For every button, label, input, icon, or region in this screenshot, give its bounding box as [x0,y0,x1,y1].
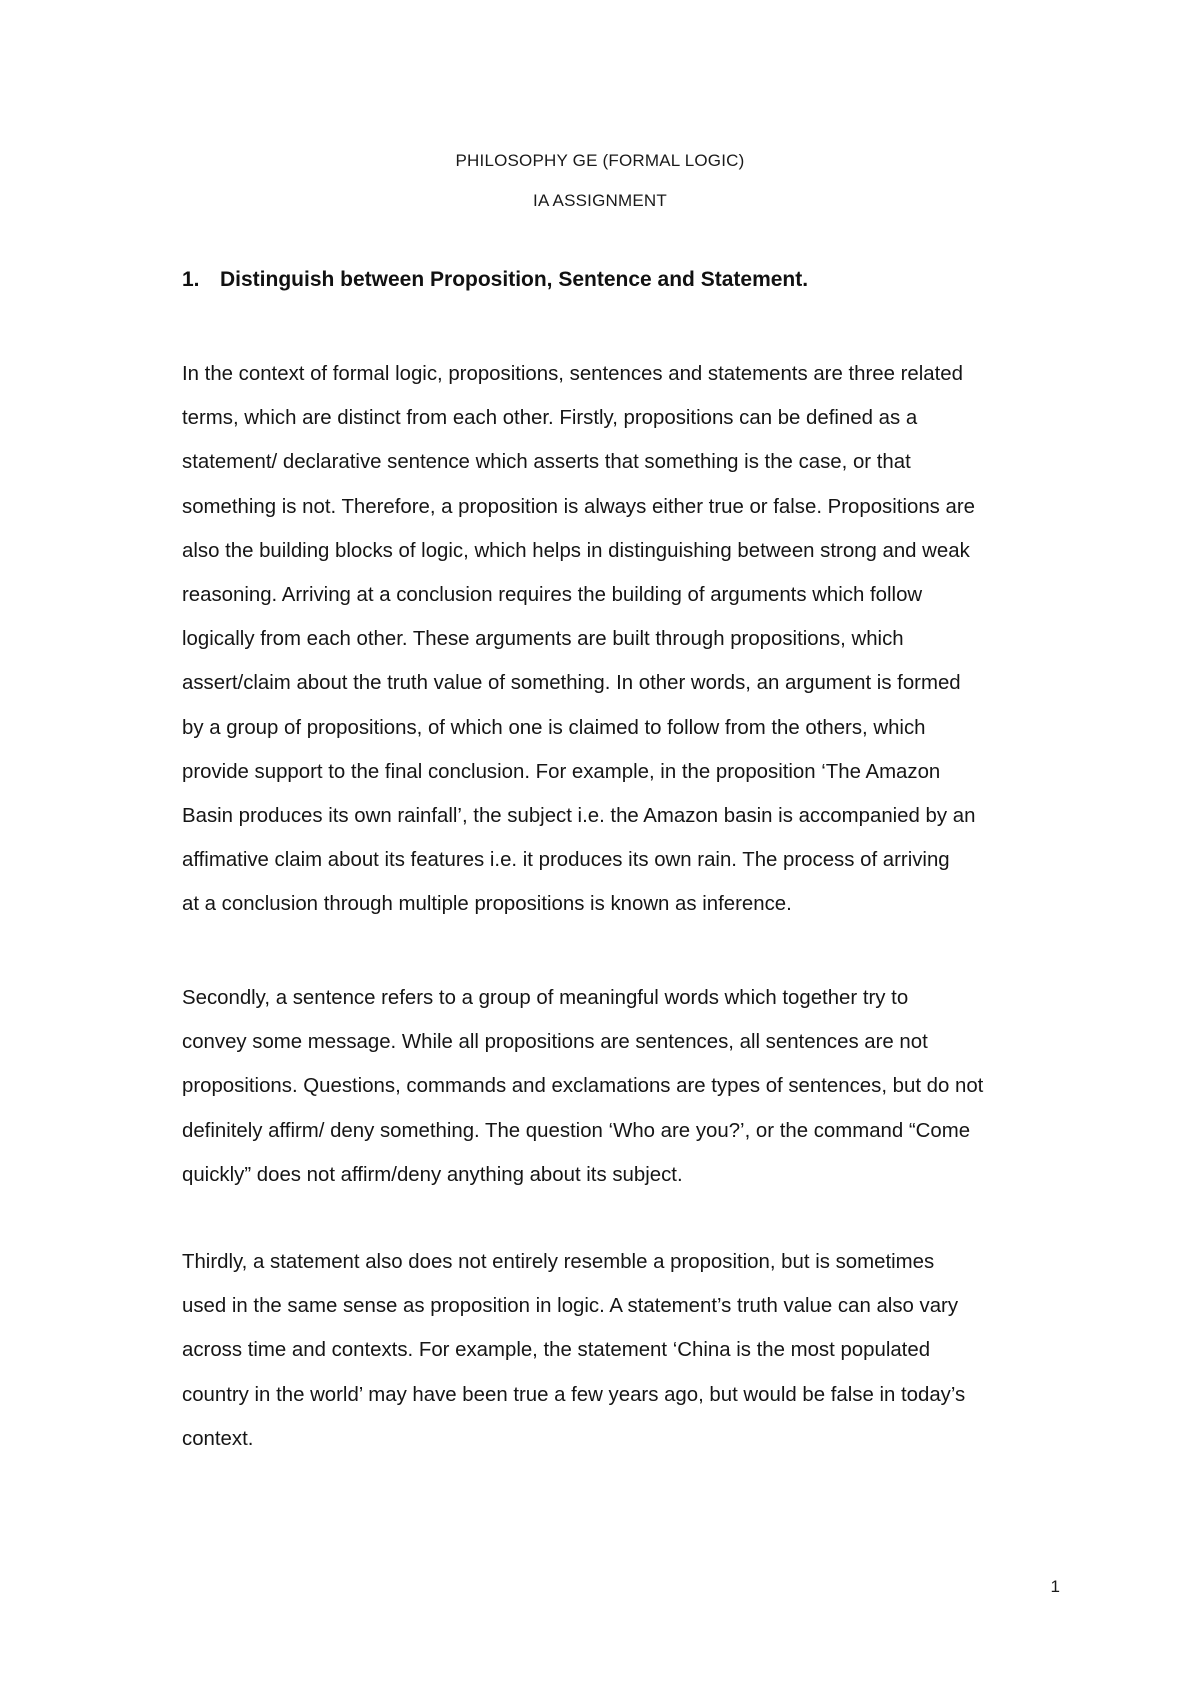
paragraph-line: also the building blocks of logic, which helps in distinguishing between strong and weak [182,539,970,562]
question-heading [182,268,808,292]
paragraph-propositions [182,352,1082,926]
paragraph-line: provide support to the final conclusion. For example, in the proposition ‘The Amazon [182,760,941,783]
paragraph-line: terms, which are distinct from each other. Firstly, propositions can be defined as a [182,407,918,430]
paragraph-line: context. [182,1427,254,1450]
paragraph-line: used in the same sense as proposition in logic. A statement’s truth value can also vary [182,1295,959,1318]
paragraph-statements [182,1240,1082,1461]
question-number: 1. [182,268,200,291]
paragraph-line: Thirdly, a statement also does not entirely resemble a proposition, but is sometimes [182,1251,935,1273]
paragraph-line: country in the world’ may have been true a few years ago, but would be false in today’s [182,1383,966,1406]
paragraph-line: In the context of formal logic, propositions, sentences and statements are three related [182,363,963,385]
paragraph-line: Secondly, a sentence refers to a group of meaningful words which together try to [182,987,909,1009]
question-text: Distinguish between Proposition, Sentence and Statement. [220,268,809,291]
paragraph-line: something is not. Therefore, a proposition is always either true or false. Propositions are [182,495,975,518]
paragraph-line: reasoning. Arriving at a conclusion requires the building of arguments which follow [182,583,923,606]
paragraph-line: statement/ declarative sentence which asserts that something is the case, or that [182,451,911,474]
page-number: 1 [1050,1577,1060,1596]
paragraph-line: definitely affirm/ deny something. The question ‘Who are you?’, or the command “Come [182,1119,971,1142]
paragraph-line: Basin produces its own rainfall’, the subject i.e. the Amazon basin is accompanied by an [182,804,976,827]
paragraph-line: propositions. Questions, commands and exclamations are types of sentences, but do not [182,1075,984,1098]
paragraph-sentences [182,976,1082,1197]
paragraph-line: at a conclusion through multiple propositions is known as inference. [182,893,792,916]
paragraph-line: affimative claim about its features i.e. it produces its own rain. The process of arriving [182,849,950,872]
paragraph-line: assert/claim about the truth value of something. In other words, an argument is formed [182,672,961,695]
paragraph-line: by a group of propositions, of which one is claimed to follow from the others, which [182,716,926,739]
paragraph-line: convey some message. While all propositions are sentences, all sentences are not [182,1031,928,1054]
paragraph-line: across time and contexts. For example, the statement ‘China is the most populated [182,1339,931,1362]
paragraph-line: quickly” does not affirm/deny anything about its subject. [182,1163,683,1186]
course-title: PHILOSOPHY GE (FORMAL LOGIC) [455,151,745,170]
assignment-title: IA ASSIGNMENT [533,191,667,210]
paragraph-line: logically from each other. These arguments are built through propositions, which [182,628,904,651]
